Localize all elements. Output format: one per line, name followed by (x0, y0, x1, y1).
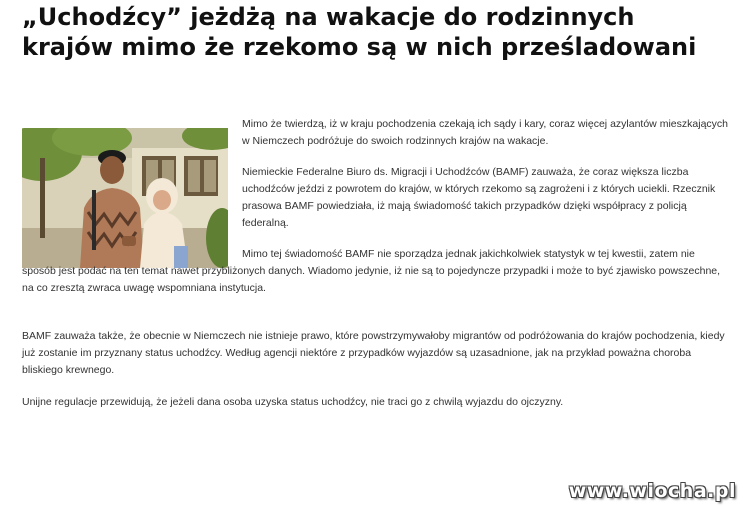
article-paragraph-1: Mimo że twierdzą, iż w kraju pochodzenia czekają ich sądy i kary, coraz więcej azylantów mieszkających w Niemczech podróżuje do swoich rodzinnych krajów na wakacje. (242, 118, 728, 147)
article-paragraph-3 (22, 246, 728, 297)
article-paragraph-3-text: Mimo tej świadomość BAMF nie sporządza jednak jakichkolwiek statystyk w tej kwestii, zatem nie sposób jest podać na ten temat nawet przybliżonych danych. Wiadomo jedynie, iż nie są to pojedyncze przypadki i może to być zjawisko powszechne, na co zresztą zwraca uwagę wspomniana instytucja. (22, 248, 721, 294)
article-headline: „Uchodźcy” jeżdżą na wakacje do rodzinnych krajów mimo że rzekomo są w nich prześladowani (22, 3, 697, 61)
article-paragraph-2: Niemieckie Federalne Biuro ds. Migracji i Uchodźców (BAMF) zauważa, że coraz większa liczba uchodźców jeździ z powrotem do krajów, w których rzekomo są zagrożeni i z których uciekli. Rzecznik prasowa BAMF powiedziała, iż mają świadomość takich przypadków dzięki współpracy z policją federalną. (242, 166, 716, 229)
article-paragraph-4: BAMF zauważa także, że obecnie w Niemczech nie istnieje prawo, które powstrzymywałoby migrantów od podróżowania do krajów pochodzenia, kiedy już zostanie im przyznany status uchodźcy. Według agencji niektóre z przypadków wyjazdów są uzasadnione, jak na przykład poważna choroba bliskiego krewnego. (22, 330, 725, 376)
site-watermark: www.wiocha.pl (568, 480, 736, 502)
article-paragraph-5: Unijne regulacje przewidują, że jeżeli dana osoba uzyska status uchodźcy, nie traci go z chwilą wyjazdu do ojczyzny. (22, 396, 564, 408)
